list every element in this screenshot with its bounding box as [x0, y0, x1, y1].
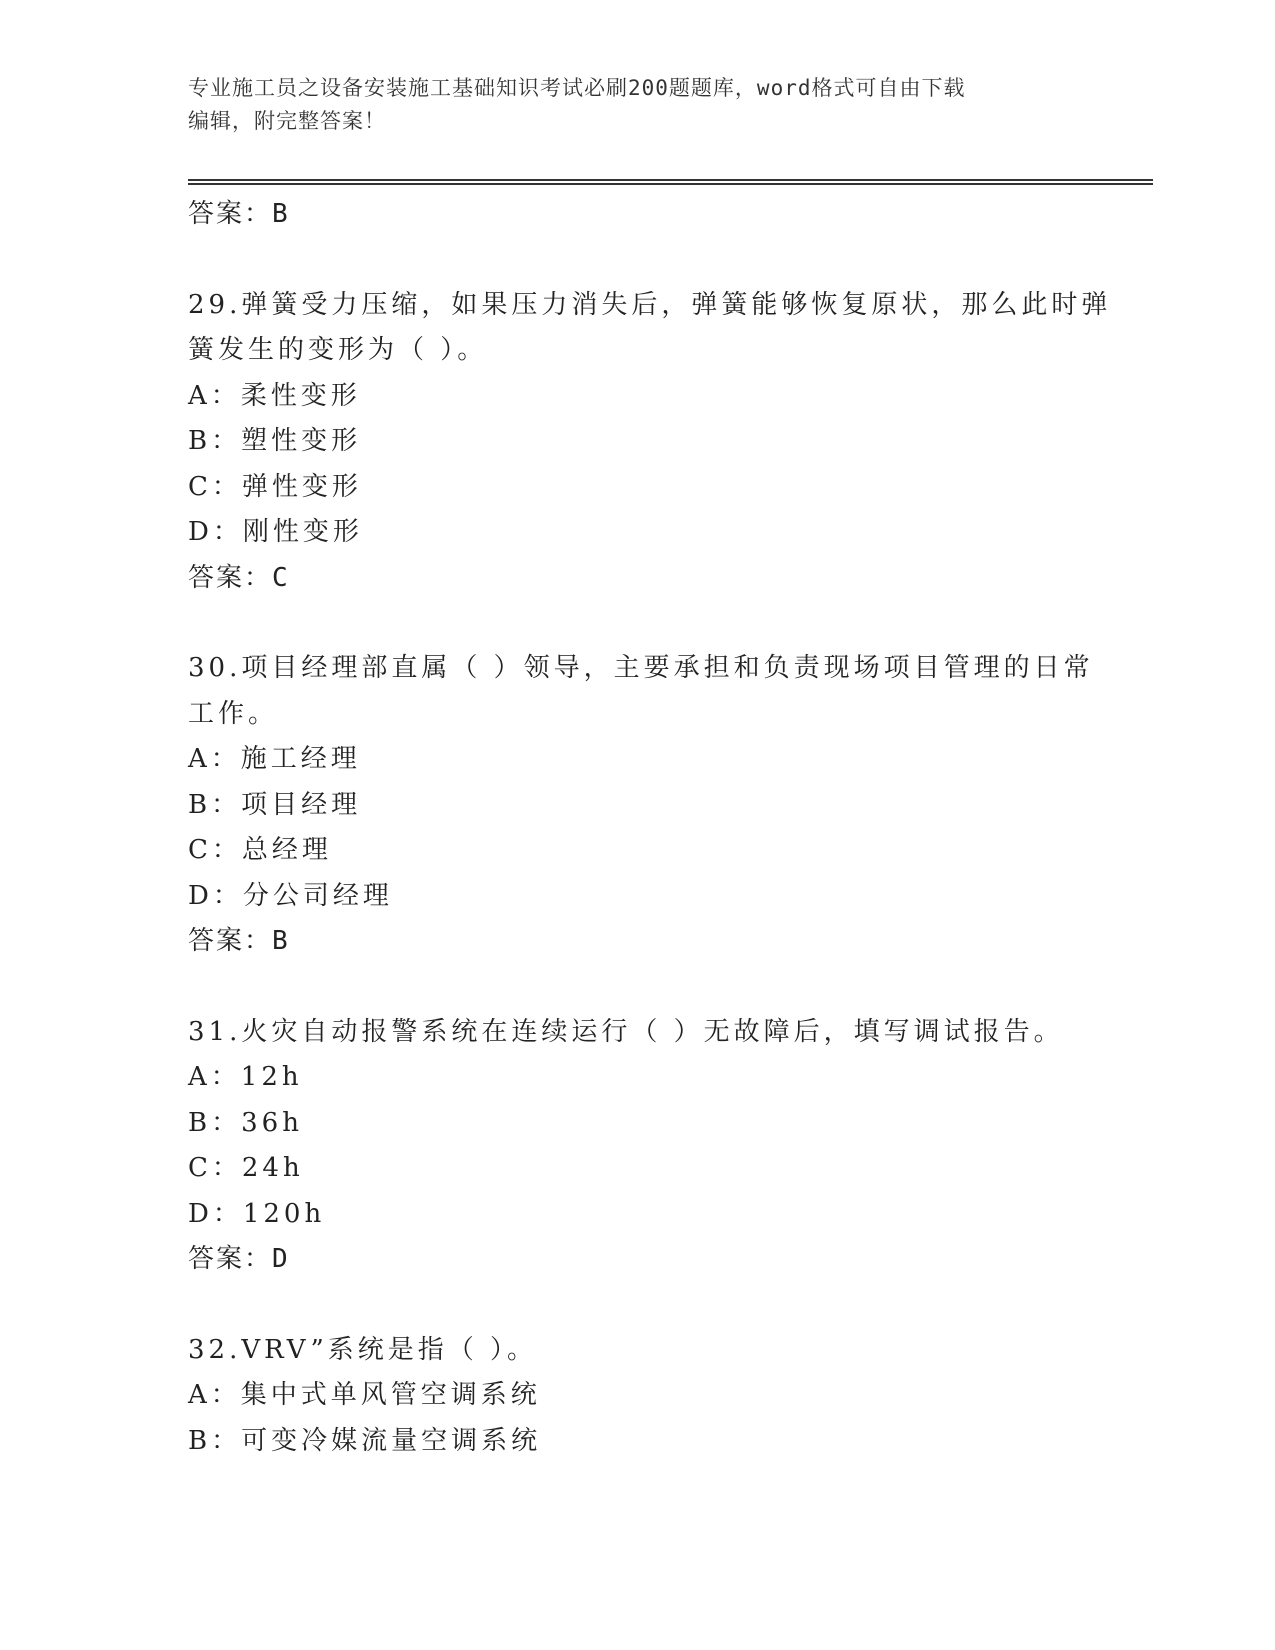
question-30-text-2: 工作。 [188, 698, 279, 729]
header-divider-bottom [188, 183, 1153, 185]
question-32-option-a: A：集中式单风管空调系统 [188, 1380, 541, 1410]
question-30-option-d: D：分公司经理 [188, 880, 393, 911]
question-29-text-1: 29.弹簧受力压缩，如果压力消失后，弹簧能够恢复原状，那么此时弹 [188, 289, 1112, 320]
header-line-2: 编辑，附完整答案！ [188, 109, 386, 133]
question-30-option-a: A：施工经理 [188, 744, 361, 774]
question-31-option-d: D：120h [188, 1198, 326, 1229]
question-30-answer: 答案：B [188, 926, 290, 956]
spacer [188, 1283, 1088, 1328]
question-31-option-b: B：36h [188, 1107, 303, 1138]
question-29-option-a: A：柔性变形 [188, 380, 361, 411]
question-31-text-1: 31.火灾自动报警系统在连续运行（ ）无故障后，填写调试报告。 [188, 1016, 1064, 1047]
question-30-text-1: 30.项目经理部直属（ ）领导，主要承担和负责现场项目管理的日常 [188, 653, 1094, 683]
question-list [188, 192, 1112, 1464]
question-32-text-1: 32.VRV”系统是指（ ）。 [188, 1334, 538, 1365]
question-30 [188, 646, 1094, 965]
question-31-answer: 答案：D [188, 1244, 290, 1274]
question-29-answer: 答案：C [188, 562, 290, 593]
question-29-option-d: D：刚性变形 [188, 517, 363, 547]
question-30-option-b: B：项目经理 [188, 789, 362, 820]
question-31-option-a: A：12h [188, 1062, 303, 1092]
spacer [188, 965, 1088, 1010]
question-29 [188, 283, 1112, 602]
question-29-text-2: 簧发生的变形为（ ）。 [188, 335, 488, 365]
question-30-option-c: C：总经理 [188, 835, 332, 865]
spacer [188, 601, 1088, 646]
question-32 [188, 1328, 1088, 1465]
header-line-1: 专业施工员之设备安装施工基础知识考试必刷200题题库，word格式可自由下载 [188, 76, 966, 100]
answer-q28: 答案：B [188, 199, 290, 229]
spacer [188, 238, 1088, 283]
question-32-option-b: B：可变冷媒流量空调系统 [188, 1425, 542, 1456]
document-header [188, 72, 1088, 138]
question-31 [188, 1010, 1088, 1283]
question-31-option-c: C：24h [188, 1153, 304, 1183]
header-divider-top [188, 179, 1153, 181]
question-29-option-c: C：弹性变形 [188, 471, 362, 502]
question-29-option-b: B：塑性变形 [188, 426, 362, 456]
